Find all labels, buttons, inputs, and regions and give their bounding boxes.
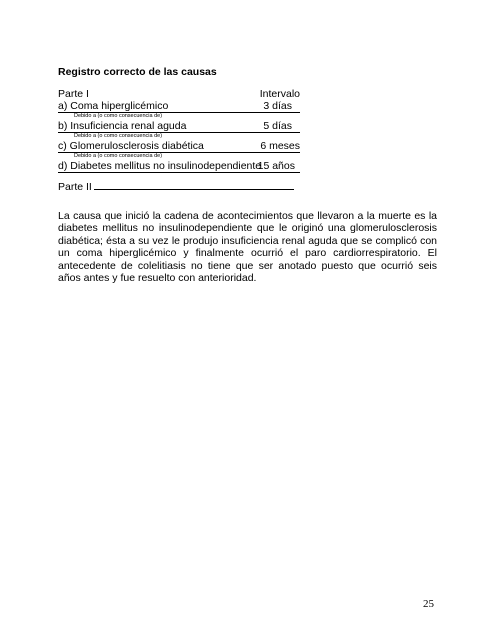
cause-a — [58, 100, 168, 112]
cause-a-letter: a) — [58, 100, 68, 112]
cause-d-letter: d) — [58, 160, 68, 172]
cause-row-b — [58, 120, 300, 133]
interval-header: Intervalo — [259, 88, 300, 100]
due-to-note-c: Debido a (o como consecuencia de) — [74, 153, 163, 159]
cause-c-text: Glomerulosclerosis diabética — [69, 140, 204, 152]
cause-b-text: Insuficiencia renal aguda — [70, 120, 187, 132]
part2-blank-line — [94, 180, 294, 190]
cause-b — [58, 120, 186, 132]
part1-label: Parte I — [58, 88, 89, 100]
section-heading: Registro correcto de las causas — [58, 66, 217, 78]
death-causes-form — [58, 88, 300, 173]
cause-row-a — [58, 100, 300, 113]
due-to-note-b: Debido a (o como consecuencia de) — [74, 133, 163, 139]
cause-row-c — [58, 140, 300, 153]
cause-d — [58, 160, 261, 172]
cause-c-interval: 6 meses — [260, 140, 300, 152]
page-number: 25 — [423, 598, 434, 610]
due-to-note-a: Debido a (o como consecuencia de) — [74, 113, 163, 119]
cause-a-text: Coma hiperglicémico — [70, 100, 169, 112]
explanation-paragraph: La causa que inició la cadena de acontecimientos que llevaron a la muerte es la diabetes mellitus no insulinodependiente que le originó una glomerulosclerosis diabética; ésta a su vez le produjo insuficiencia renal aguda que se complicó con un coma hiperglicémico y finalmente ocurrió el paro cardiorrespiratorio. El antecedente de colelitiasis no tiene que ser anotado puesto que ocurrió seis años antes y fue resuelto con anterioridad. — [58, 210, 437, 285]
cause-c-letter: c) — [58, 140, 67, 152]
part1-header-row — [58, 88, 300, 100]
cause-c — [58, 140, 204, 152]
cause-d-text: Diabetes mellitus no insulinodependiente — [70, 160, 262, 172]
cause-a-interval: 3 días — [263, 100, 292, 112]
cause-d-interval: 15 años — [257, 160, 295, 172]
part2-row — [58, 180, 294, 193]
cause-b-interval: 5 días — [263, 120, 292, 132]
cause-row-d — [58, 160, 300, 173]
cause-b-letter: b) — [58, 120, 68, 132]
part2-label: Parte II — [58, 181, 92, 193]
